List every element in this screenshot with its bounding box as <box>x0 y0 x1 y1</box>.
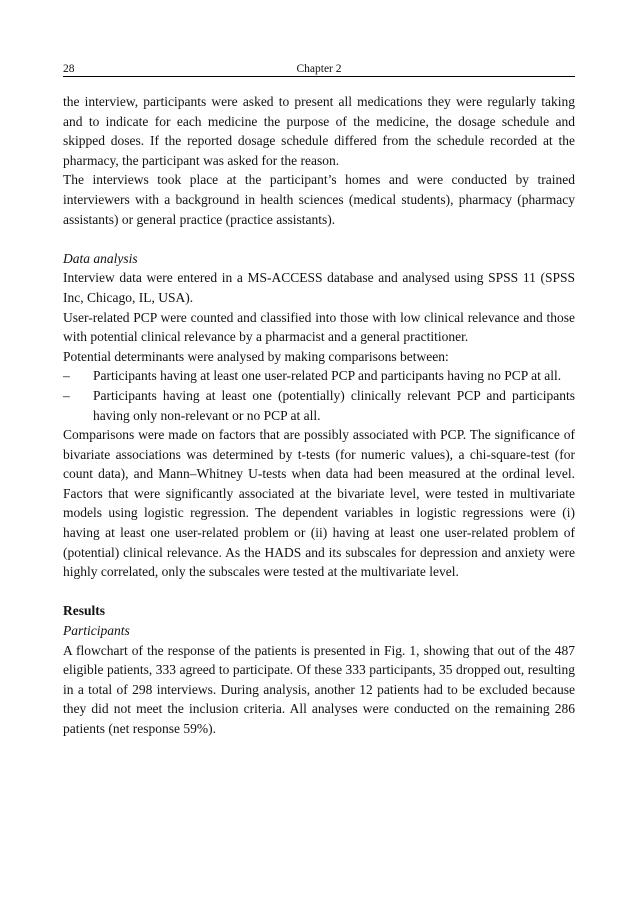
section-heading-data-analysis: Data analysis <box>63 250 138 266</box>
list-dash: – <box>63 387 70 403</box>
subsection-heading-participants: Participants <box>63 623 130 639</box>
paragraph: Comparisons were made on factors that are possibly associated with PCP. The significance of bivariate associations was determined by t-tests (for numeric values), a chi-square-test (for count data), and Mann–Whitney U-tests when data had been measured at the ordinal level. Factors that were significantly associated at the bivariate level, were tested in multivariate models using logistic regression. The dependent variables in logistic regressions were (i) having at least one user-related problem or (ii) having at least one user-related problem of (potential) clinical relevance. As the HADS and its subscales for depression and anxiety were highly correlated, only the subscales were tested at the multivariate level. <box>63 427 575 580</box>
paragraph: Potential determinants were analysed by making comparisons between: <box>63 348 449 364</box>
list-dash: – <box>63 368 70 384</box>
list-item-text: Participants having at least one (potentially) clinically relevant PCP and participants having only non-relevant or no PCP at all. <box>93 387 575 423</box>
list-item <box>63 366 575 386</box>
page-number: 28 <box>63 63 75 75</box>
list-item <box>63 386 575 425</box>
paragraph: User-related PCP were counted and classified into those with low clinical relevance and those with potential clinical relevance by a pharmacist and a general practitioner. <box>63 309 575 345</box>
section-heading-results: Results <box>63 603 106 619</box>
body-text <box>63 92 575 739</box>
paragraph: A flowchart of the response of the patients is presented in Fig. 1, showing that out of the 487 eligible patients, 333 agreed to participate. Of these 333 participants, 35 dropped out, resulting in a total of 298 interviews. During analysis, another 12 patients had to be excluded because they did not meet the inclusion criteria. All analyses were conducted on the remaining 286 patients (net response 59%). <box>63 642 575 736</box>
running-header <box>63 62 575 77</box>
paragraph: the interview, participants were asked to present all medications they were regularly taking and to indicate for each medicine the purpose of the medicine, the dosage schedule and skipped doses. If the reported dosage schedule differed from the schedule recorded at the pharmacy, the participant was asked for the reason. <box>63 94 575 168</box>
chapter-title: Chapter 2 <box>296 63 342 75</box>
list-item-text: Participants having at least one user-related PCP and participants having no PCP at all. <box>93 368 562 384</box>
paragraph: Interview data were entered in a MS-ACCESS database and analysed using SPSS 11 (SPSS Inc, Chicago, IL, USA). <box>63 270 575 305</box>
paragraph: The interviews took place at the participant’s homes and were conducted by trained interviewers with a background in health sciences (medical students), pharmacy (pharmacy assistants) or general practice (practice assistants). <box>63 172 575 227</box>
